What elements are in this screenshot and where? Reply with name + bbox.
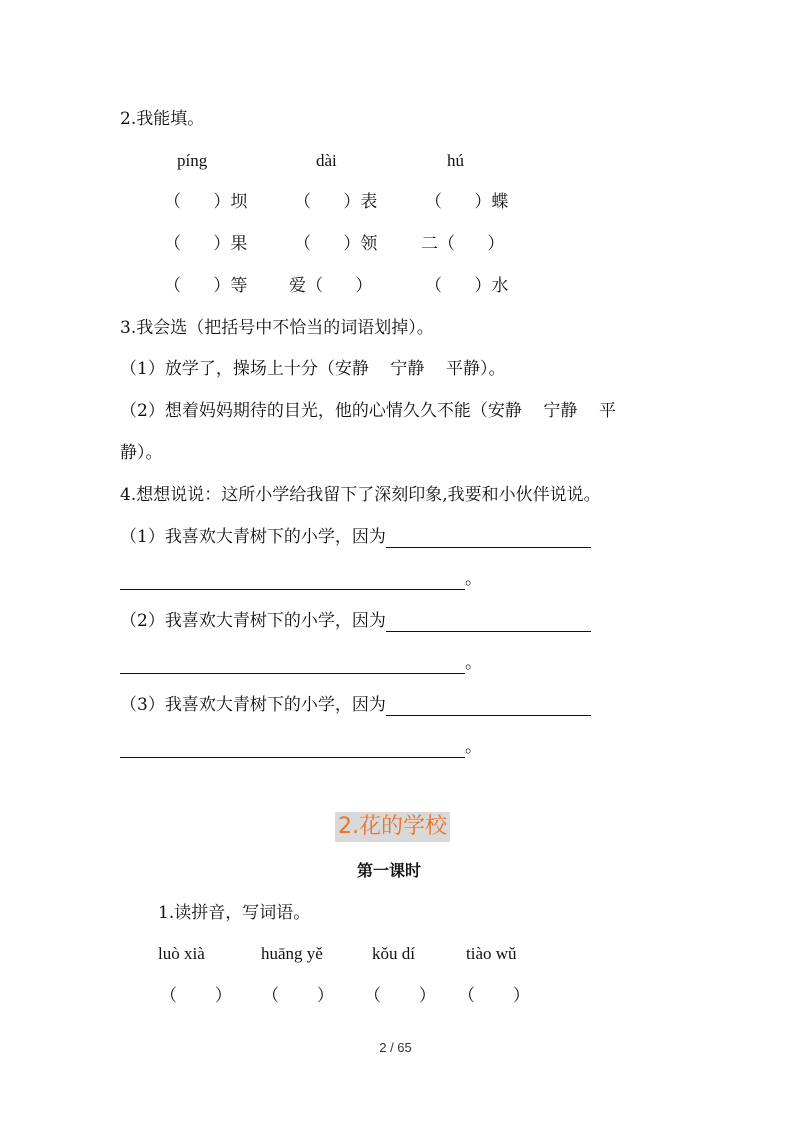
- q2-heading: 2.我能填。: [120, 109, 205, 129]
- q3-item-2-cont: 静）。: [120, 443, 163, 463]
- fill-blank: （ ）领: [294, 234, 378, 254]
- answer-line: 。: [120, 736, 482, 758]
- q3-item-1: （1）放学了，操场上十分（安静 宁静 平静）。: [120, 359, 506, 379]
- pinyin-ping: píng: [177, 151, 208, 170]
- pinyin-huangye: huāng yě: [261, 944, 323, 963]
- pinyin-dai: dài: [316, 151, 337, 170]
- answer-box: （ ）: [458, 986, 530, 1006]
- fill-blank: 二（ ）: [421, 234, 505, 254]
- pinyin-hu: hú: [447, 151, 464, 170]
- page-number: 2 / 65: [379, 1040, 412, 1055]
- fill-blank: （ ）表: [294, 192, 378, 212]
- answer-line: 。: [120, 568, 482, 590]
- q4-item-2: （2）我喜欢大青树下的小学，因为: [120, 610, 591, 632]
- lesson-title-highlight: [335, 812, 450, 842]
- q4-heading: 4.想想说说：这所小学给我留下了深刻印象,我要和小伙伴说说。: [120, 485, 601, 505]
- answer-line: 。: [120, 652, 482, 674]
- lesson-subtitle: 第一课时: [357, 861, 422, 880]
- pinyin-luoxia: luò xià: [158, 944, 205, 963]
- fill-blank: （ ）等: [164, 276, 248, 296]
- answer-box: （ ）: [160, 986, 232, 1006]
- q3-item-2: （2）想着妈妈期待的目光，他的心情久久不能（安静 宁静 平: [120, 401, 617, 421]
- q4-item-1: （1）我喜欢大青树下的小学，因为: [120, 526, 591, 548]
- answer-box: （ ）: [364, 986, 436, 1006]
- fill-blank: 爱（ ）: [289, 276, 373, 296]
- q4-item-3: （3）我喜欢大青树下的小学，因为: [120, 694, 591, 716]
- fill-blank: （ ）坝: [164, 192, 248, 212]
- fill-blank: （ ）水: [425, 276, 509, 296]
- lesson-title: 2.花的学校: [338, 814, 447, 839]
- fill-blank: （ ）果: [164, 234, 248, 254]
- answer-box: （ ）: [262, 986, 334, 1006]
- pinyin-koudi: kǒu dí: [372, 944, 415, 963]
- lesson-q1-heading: 1.读拼音，写词语。: [158, 903, 311, 923]
- pinyin-tiaowu: tiào wǔ: [466, 944, 517, 963]
- fill-blank: （ ）蝶: [425, 192, 509, 212]
- q3-heading: 3.我会选（把括号中不恰当的词语划掉）。: [120, 318, 434, 338]
